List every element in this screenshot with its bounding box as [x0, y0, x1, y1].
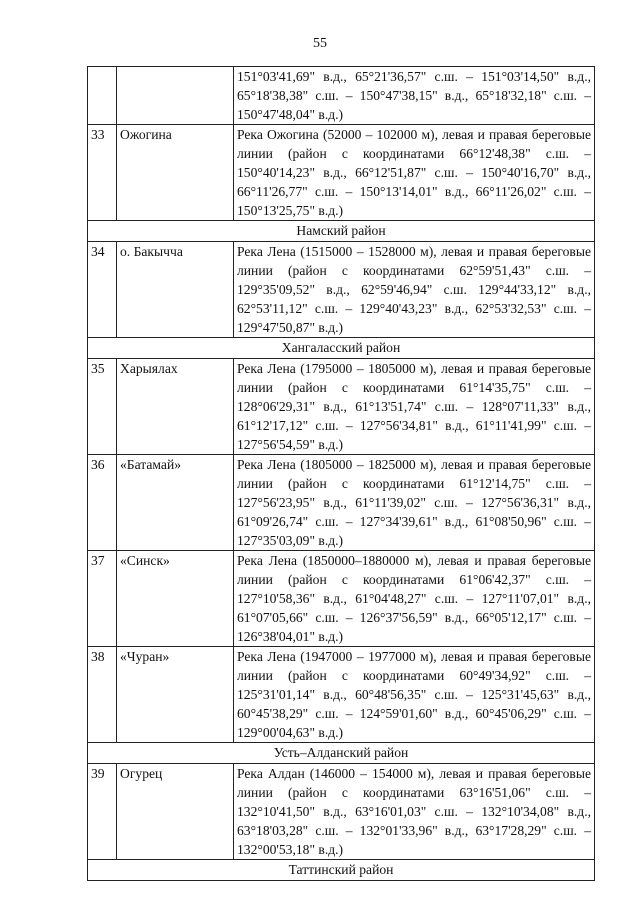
district-header-row [88, 221, 595, 242]
site-description: 151°03'41,69" в.д., 65°21'36,57" с.ш. – 151°03'14,50" в.д., 65°18'38,38" с.ш. – 150°47'38,15" в.д., 65°18'32,18" с.ш. – 150°47'48,04" в.д.) [234, 67, 595, 125]
row-number [88, 67, 117, 125]
row-number: 37 [88, 551, 117, 647]
row-number: 33 [88, 125, 117, 221]
site-name: «Чуран» [117, 647, 234, 743]
site-name: Ожогина [117, 125, 234, 221]
site-name: «Синск» [117, 551, 234, 647]
table-row [88, 242, 595, 338]
table-row [88, 125, 595, 221]
site-description: Река Лена (1850000–1880000 м), левая и правая береговые линии (район с координатами 61°06'42,37" с.ш. – 127°10'58,36" в.д., 61°04'48,27" с.ш. – 127°11'07,01" в.д., 61°07'05,66" с.ш. – 126°37'56,59" в.д., 66°05'12,17" с.ш. – 126°38'04,01" в.д.) [234, 551, 595, 647]
site-description: Река Ожогина (52000 – 102000 м), левая и правая береговые линии (район с координатами 66°12'48,38" с.ш. – 150°40'14,23" в.д., 66°12'51,87" с.ш. – 150°40'16,70" в.д., 66°11'26,77" с.ш. – 150°13'14,01" в.д., 66°11'26,02" с.ш. – 150°13'25,75" в.д.) [234, 125, 595, 221]
site-name [117, 67, 234, 125]
site-description: Река Лена (1805000 – 1825000 м), левая и правая береговые линии (район с координатами 61°12'14,75" с.ш. – 127°56'23,95" в.д., 61°11'39,02" с.ш. – 127°56'36,31" в.д., 61°09'26,74" с.ш. – 127°34'39,61" в.д., 61°08'50,96" с.ш. – 127°35'03,09" в.д.) [234, 455, 595, 551]
table-row [88, 551, 595, 647]
table-row [88, 647, 595, 743]
district-title: Намский район [88, 221, 595, 242]
row-number: 36 [88, 455, 117, 551]
territory-table [87, 66, 595, 881]
table-row [88, 455, 595, 551]
site-name: «Батамай» [117, 455, 234, 551]
district-title: Хангаласский район [88, 338, 595, 359]
page-number: 55 [313, 36, 327, 51]
site-description: Река Лена (1515000 – 1528000 м), левая и правая береговые линии (район с координатами 62°59'51,43" с.ш. – 129°35'09,52" в.д., 62°59'46,94" с.ш. 129°44'33,12" в.д., 62°53'11,12" с.ш. – 129°40'43,23" в.д., 62°53'32,53" с.ш. – 129°47'50,87" в.д.) [234, 242, 595, 338]
district-header-row [88, 338, 595, 359]
district-title: Таттинский район [88, 860, 595, 881]
row-number: 35 [88, 359, 117, 455]
table-row [88, 67, 595, 125]
row-number: 34 [88, 242, 117, 338]
row-number: 38 [88, 647, 117, 743]
district-title: Усть–Алданский район [88, 743, 595, 764]
site-name: Харыялах [117, 359, 234, 455]
district-header-row [88, 743, 595, 764]
site-name: Огурец [117, 764, 234, 860]
site-description: Река Лена (1947000 – 1977000 м), левая и правая береговые линии (район с координатами 60°49'34,92" с.ш. – 125°31'01,14" в.д., 60°48'56,35" с.ш. – 125°31'45,63" в.д., 60°45'38,29" с.ш. – 124°59'01,60" в.д., 60°45'06,29" с.ш. – 129°00'04,63" в.д.) [234, 647, 595, 743]
site-description: Река Лена (1795000 – 1805000 м), левая и правая береговые линии (район с координатами 61°14'35,75" с.ш. – 128°06'29,31" в.д., 61°13'51,74" с.ш. – 128°07'11,33" в.д., 61°12'17,12" с.ш. – 127°56'34,81" в.д., 61°11'41,99" с.ш. – 127°56'54,59" в.д.) [234, 359, 595, 455]
row-number: 39 [88, 764, 117, 860]
table-row [88, 764, 595, 860]
district-header-row [88, 860, 595, 881]
site-description: Река Алдан (146000 – 154000 м), левая и правая береговые линии (район с координатами 63°16'51,06" с.ш. – 132°10'41,50" в.д., 63°16'01,03" с.ш. – 132°10'34,08" в.д., 63°18'03,28" с.ш. – 132°01'33,96" в.д., 63°17'28,29" с.ш. – 132°00'53,18" в.д.) [234, 764, 595, 860]
table-row [88, 359, 595, 455]
site-name: о. Бакычча [117, 242, 234, 338]
